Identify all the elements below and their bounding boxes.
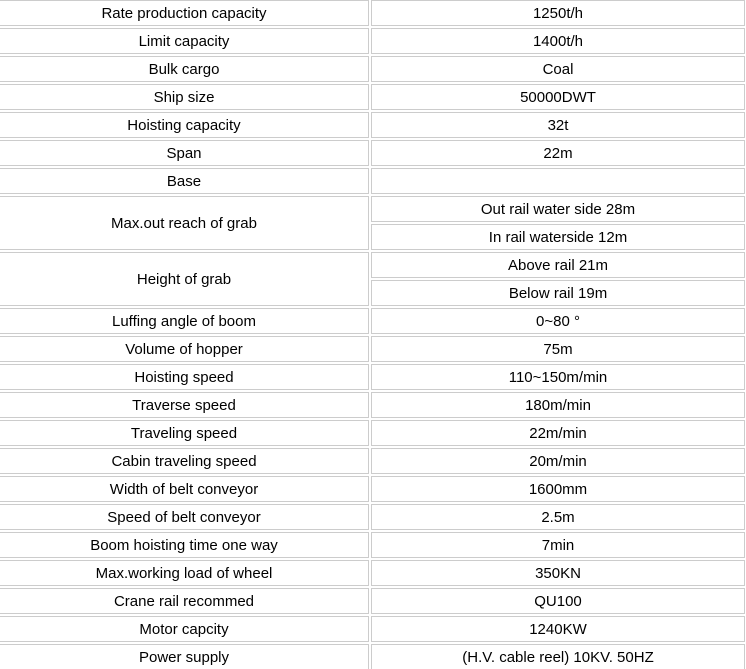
spec-label-cell: Height of grab [0, 252, 369, 306]
table-row [0, 112, 745, 138]
table-row [0, 0, 745, 26]
spec-value-cell: 110~150m/min [371, 364, 745, 390]
spec-label-cell: Cabin traveling speed [0, 448, 369, 474]
spec-value-cell: 1600mm [371, 476, 745, 502]
spec-label-cell: Hoisting speed [0, 364, 369, 390]
table-row [0, 196, 745, 222]
table-row [0, 588, 745, 614]
spec-value-cell: Above rail 21m [371, 252, 745, 278]
spec-label-cell: Volume of hopper [0, 336, 369, 362]
table-row [0, 616, 745, 642]
spec-label-cell: Span [0, 140, 369, 166]
table-row [0, 392, 745, 418]
spec-value-cell: 22m/min [371, 420, 745, 446]
table-row [0, 448, 745, 474]
spec-value-cell: In rail waterside 12m [371, 224, 745, 250]
spec-value-cell: 2.5m [371, 504, 745, 530]
spec-value-cell: Out rail water side 28m [371, 196, 745, 222]
spec-label-cell: Crane rail recommed [0, 588, 369, 614]
spec-label-cell: Bulk cargo [0, 56, 369, 82]
spec-value-cell: 1250t/h [371, 0, 745, 26]
spec-value-cell: QU100 [371, 588, 745, 614]
table-row [0, 560, 745, 586]
spec-value-cell: 32t [371, 112, 745, 138]
spec-label-cell: Speed of belt conveyor [0, 504, 369, 530]
spec-label-cell: Power supply [0, 644, 369, 669]
table-row [0, 84, 745, 110]
spec-value-cell: 22m [371, 140, 745, 166]
spec-value-cell: (H.V. cable reel) 10KV. 50HZ [371, 644, 745, 669]
spec-label-cell: Boom hoisting time one way [0, 532, 369, 558]
table-row [0, 364, 745, 390]
spec-label-cell: Limit capacity [0, 28, 369, 54]
spec-label-cell: Base [0, 168, 369, 194]
spec-label-cell: Traverse speed [0, 392, 369, 418]
spec-value-cell: 350KN [371, 560, 745, 586]
table-row [0, 56, 745, 82]
spec-label-cell: Ship size [0, 84, 369, 110]
spec-value-cell: 1240KW [371, 616, 745, 642]
table-row [0, 28, 745, 54]
table-row [0, 252, 745, 278]
spec-label-cell: Traveling speed [0, 420, 369, 446]
spec-label-cell: Luffing angle of boom [0, 308, 369, 334]
table-row [0, 336, 745, 362]
spec-value-cell: 1400t/h [371, 28, 745, 54]
table-row [0, 308, 745, 334]
spec-value-cell: 180m/min [371, 392, 745, 418]
spec-value-cell: Coal [371, 56, 745, 82]
spec-label-cell: Max.out reach of grab [0, 196, 369, 250]
spec-label-cell: Motor capcity [0, 616, 369, 642]
table-row [0, 644, 745, 669]
table-row [0, 504, 745, 530]
spec-value-cell: 0~80 ° [371, 308, 745, 334]
table-row [0, 140, 745, 166]
spec-label-cell: Rate production capacity [0, 0, 369, 26]
spec-label-cell: Width of belt conveyor [0, 476, 369, 502]
spec-label-cell: Hoisting capacity [0, 112, 369, 138]
table-row [0, 168, 745, 194]
table-row [0, 532, 745, 558]
spec-label-cell: Max.working load of wheel [0, 560, 369, 586]
table-row [0, 420, 745, 446]
spec-value-cell: Below rail 19m [371, 280, 745, 306]
spec-value-cell: 50000DWT [371, 84, 745, 110]
spec-value-cell: 20m/min [371, 448, 745, 474]
spec-value-cell: 75m [371, 336, 745, 362]
spec-value-cell [371, 168, 745, 194]
spec-value-cell: 7min [371, 532, 745, 558]
table-row [0, 476, 745, 502]
